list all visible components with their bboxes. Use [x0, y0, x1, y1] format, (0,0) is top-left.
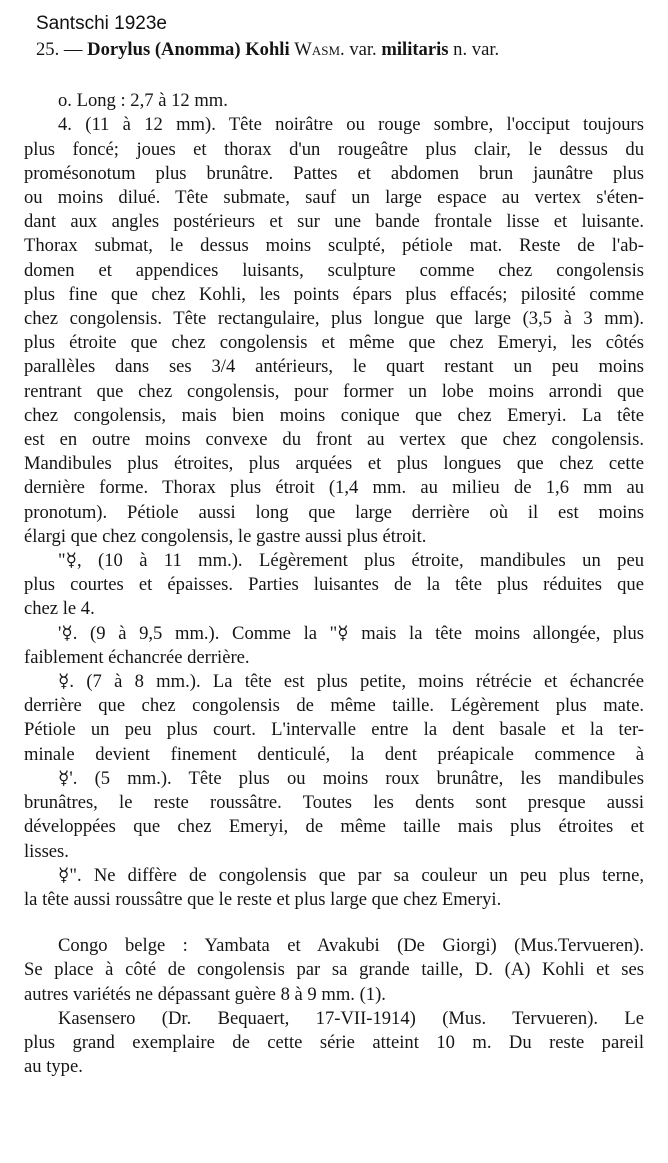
worker-description — [24, 670, 644, 767]
text-line: brunâtres, le reste roussâtre. Toutes les dents sont presque aussi — [24, 792, 644, 814]
text-line: plus foncé; joues et thorax d'un rougeâtre plus clair, le dessus du — [24, 138, 644, 160]
kasensero-paragraph — [24, 1007, 644, 1080]
text-line: la tête aussi roussâtre que le reste et plus large que chez Emeryi. — [24, 888, 502, 910]
header-label: Santschi 1923e — [36, 13, 167, 34]
text-line: Thorax submat, le dessus moins sculpté, pétiole mat. Reste de l'ab- — [24, 235, 644, 257]
text-line: dant aux angles postérieurs et sur une bande frontale lisse et luisante. — [24, 211, 644, 233]
text-line: plus étroite que chez congolensis et même que chez Emeryi, les côtés — [24, 332, 644, 354]
text-line: Congo belge : Yambata et Avakubi (De Giorgi) (Mus.Tervueren). — [58, 935, 644, 957]
page-text — [24, 38, 644, 1079]
text-line: développées que chez Emeryi, de même taille mais plus étroites et — [24, 816, 644, 838]
title-dash: — — [63, 39, 83, 60]
text-line: faiblement échancrée derrière. — [24, 646, 250, 668]
major-worker-description — [24, 549, 644, 622]
male-length — [24, 89, 644, 113]
title-status: n. var. — [453, 39, 500, 60]
text-line: autres variétés ne dépassant guère 8 à 9 mm. (1). — [24, 983, 386, 1005]
taxon-title — [36, 38, 644, 62]
text-line: ou moins dilué. Tête submate, sauf un large espace au vertex s'éten- — [24, 187, 644, 209]
text-line: Se place à côté de congolensis par sa grande taille, D. (A) Kohli et ses — [24, 959, 644, 981]
title-number: 25. — [36, 39, 60, 60]
text-line: chez congolensis. Tête rectangulaire, plus longue que large (3,5 à 3 mm). — [24, 308, 644, 330]
title-author: Wasm. — [294, 39, 345, 60]
text-line: domen et appendices luisants, sculpture comme chez congolensis — [24, 259, 644, 281]
text-line: parallèles dans ses 3/4 antérieurs, le quart restant un peu moins — [24, 356, 644, 378]
text-line: élargi que chez congolensis, le gastre aussi plus étroit. — [24, 525, 427, 547]
section-spacer — [24, 912, 644, 934]
text-line: minale devient finement denticulé, la dent préapicale commence à — [24, 743, 644, 765]
text-line: au type. — [24, 1056, 83, 1078]
text-line: chez le 4. — [24, 598, 95, 620]
text-line: ☿'. (5 mm.). Tête plus ou moins roux brunâtre, les mandibules — [58, 767, 644, 789]
queen-description — [24, 113, 644, 549]
text-line: ☿". Ne diffère de congolensis que par sa couleur un peu plus terne, — [58, 864, 644, 886]
text-line: lisses. — [24, 840, 69, 862]
text-line: pronotum). Pétiole aussi long que large derrière où il est moins — [24, 501, 644, 523]
text-line: dernière forme. Thorax plus étroit (1,4 mm. au milieu de 1,6 mm au — [24, 477, 644, 499]
text-line: plus fine que chez Kohli, les points épars plus effacés; pilosité comme — [24, 283, 644, 305]
text-line: plus grand exemplaire de cette série atteint 10 m. Du reste pareil — [24, 1031, 644, 1053]
text-line: Mandibules plus étroites, plus arquées et plus longues que chez cette — [24, 453, 644, 475]
text-line: Kasensero (Dr. Bequaert, 17-VII-1914) (Mus. Tervueren). Le — [58, 1007, 644, 1029]
title-var-name: militaris — [381, 39, 449, 60]
text-line: chez congolensis, mais bien moins conique que chez Emeryi. La tête — [24, 404, 644, 426]
text-line: Pétiole un peu plus court. L'intervalle entre la dent basale et la ter- — [24, 719, 644, 741]
text-line: est en outre moins convexe du front au vertex que chez congolensis. — [24, 429, 644, 451]
minima-worker-description — [24, 864, 644, 912]
text-line: plus courtes et épaisses. Parties luisantes de la tête plus réduites que — [24, 574, 644, 596]
text-line: '☿. (9 à 9,5 mm.). Comme la "☿ mais la tête moins allongée, plus — [58, 622, 644, 644]
media-worker-description — [24, 622, 644, 670]
text-line: promésonotum plus brunâtre. Pattes et abdomen brun jaunâtre plus — [24, 162, 644, 184]
title-name: Dorylus (Anomma) Kohli — [87, 39, 290, 60]
text-line: rentrant que chez congolensis, pour former un lobe moins arrondi que — [24, 380, 644, 402]
locality-paragraph — [24, 934, 644, 1007]
text-line: 4. (11 à 12 mm). Tête noirâtre ou rouge sombre, l'occiput toujours — [58, 114, 644, 136]
text-line: "☿, (10 à 11 mm.). Légèrement plus étroite, mandibules un peu — [58, 550, 644, 572]
text-line: ☿. (7 à 8 mm.). La tête est plus petite, moins rétrécie et échancrée — [58, 671, 644, 693]
text-line: derrière que chez congolensis de même taille. Légèrement plus mate. — [24, 695, 644, 717]
title-var-label: var. — [349, 39, 377, 60]
minor-worker-description — [24, 767, 644, 864]
text-line: o. Long : 2,7 à 12 mm. — [58, 90, 228, 112]
